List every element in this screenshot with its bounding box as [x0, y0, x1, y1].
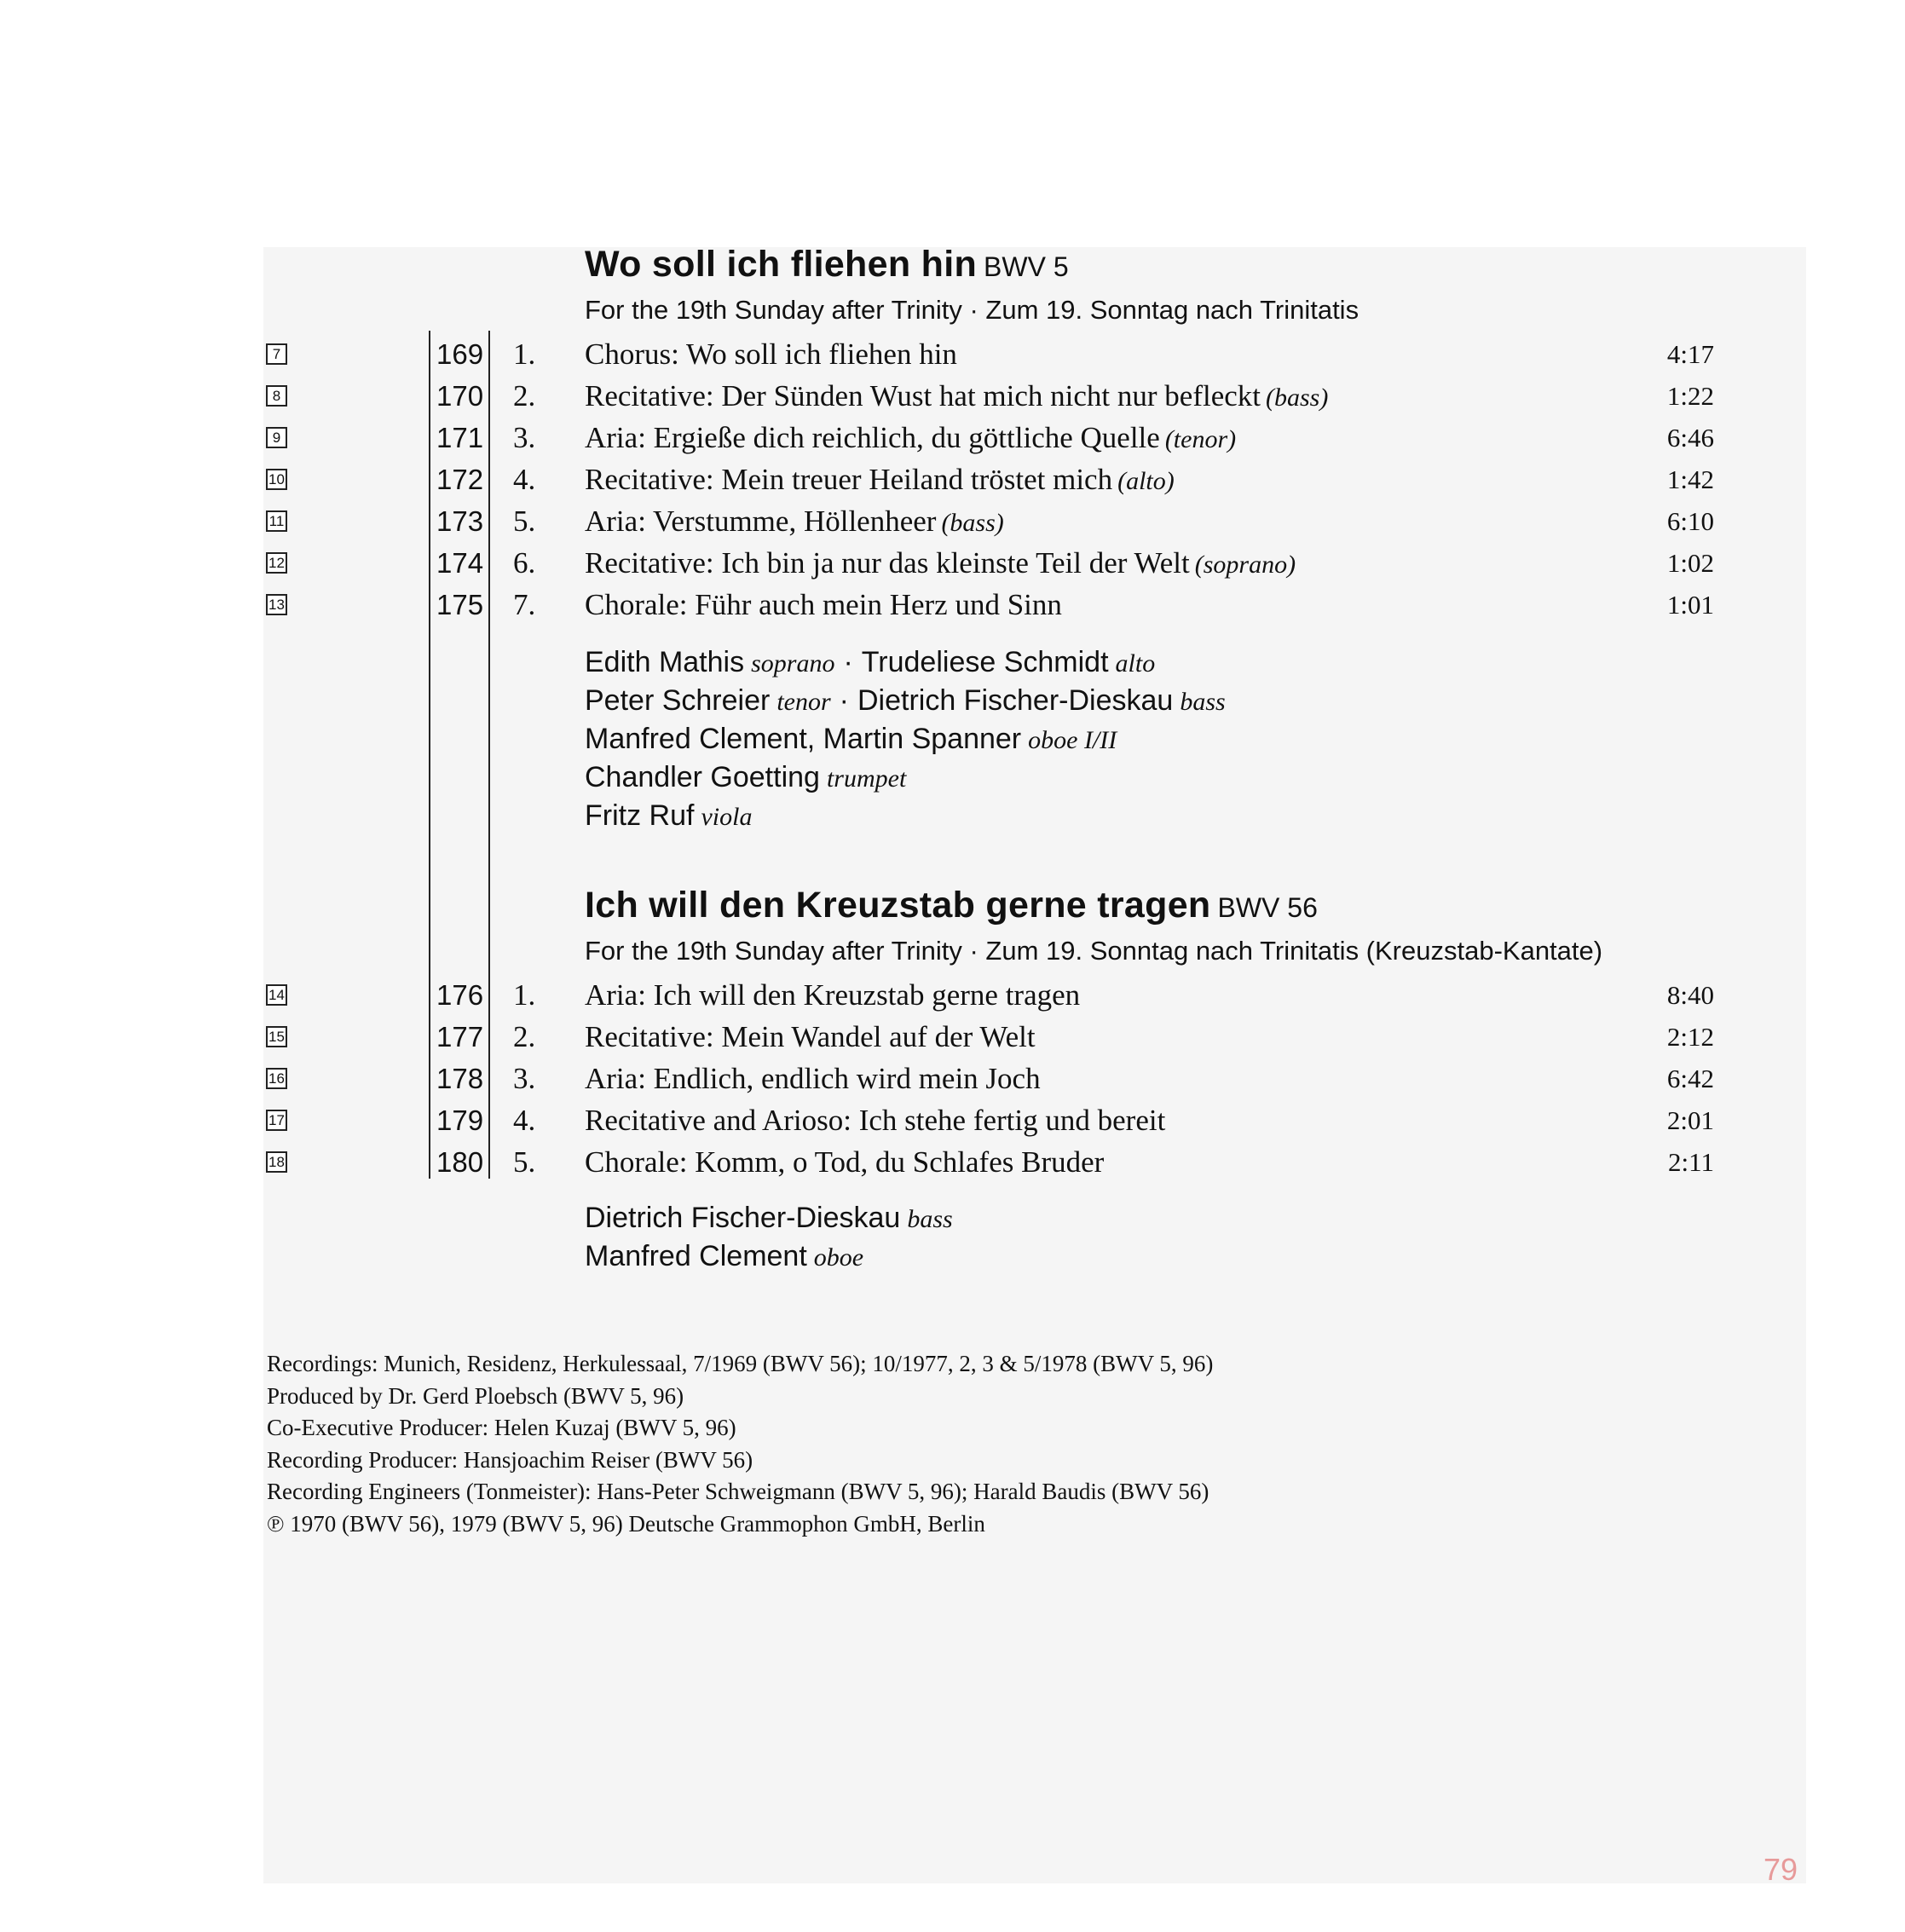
cantata-2-bwv: BWV 56	[1217, 892, 1318, 923]
cd-index: 180	[436, 1146, 484, 1178]
performer-line: Manfred Clement oboe	[585, 1240, 864, 1272]
track-number-box: 9	[266, 427, 287, 448]
duration: 2:11	[1668, 1147, 1714, 1177]
track-row	[0, 588, 1905, 630]
movement-number: 3.	[513, 421, 536, 454]
duration: 1:22	[1666, 381, 1714, 411]
duration: 1:01	[1666, 590, 1714, 620]
duration: 1:42	[1666, 464, 1714, 494]
duration: 6:46	[1666, 423, 1714, 453]
performer-line: Edith Mathis soprano · Trudeliese Schmidt alto	[585, 646, 1156, 678]
track-row	[0, 505, 1905, 546]
track-row	[0, 1020, 1905, 1062]
performer-line: Manfred Clement, Martin Spanner oboe I/II	[585, 723, 1117, 755]
movement-number: 5.	[513, 505, 536, 538]
track-number-box: 11	[266, 510, 287, 532]
cd-index: 176	[436, 979, 484, 1011]
cd-index: 170	[436, 380, 484, 412]
cd-index: 178	[436, 1063, 484, 1094]
duration: 6:10	[1666, 506, 1714, 536]
duration: 8:40	[1666, 980, 1714, 1010]
duration: 6:42	[1666, 1064, 1714, 1093]
track-number-box: 18	[266, 1151, 287, 1173]
performer-line: Peter Schreier tenor · Dietrich Fischer-Dieskau bass	[585, 684, 1226, 717]
movement-number: 6.	[513, 546, 536, 580]
track-number-box: 15	[266, 1026, 287, 1047]
movement-title: Aria: Endlich, endlich wird mein Joch	[585, 1062, 1041, 1095]
cd-index: 169	[436, 338, 484, 370]
credit-line: Co-Executive Producer: Helen Kuzaj (BWV 5, 96)	[267, 1415, 736, 1440]
cantata-1-subtitle: For the 19th Sunday after Trinity · Zum 19. Sonntag nach Trinitatis	[585, 295, 1359, 325]
track-row	[0, 546, 1905, 588]
track-number-box: 7	[266, 343, 287, 365]
movement-number: 4.	[513, 463, 536, 496]
cd-index: 173	[436, 505, 484, 537]
movement-title: Aria: Verstumme, Höllenheer (bass)	[585, 505, 1004, 538]
credit-line: Recording Producer: Hansjoachim Reiser (BWV 56)	[267, 1446, 753, 1473]
duration: 1:02	[1666, 548, 1714, 578]
performer-line: Chandler Goetting trumpet	[585, 761, 907, 793]
movement-number: 5.	[513, 1145, 536, 1179]
cd-index: 172	[436, 464, 484, 495]
movement-number: 3.	[513, 1062, 536, 1095]
movement-number: 4.	[513, 1104, 536, 1137]
movement-number: 1.	[513, 978, 536, 1012]
movement-title: Chorale: Komm, o Tod, du Schlafes Bruder	[585, 1145, 1105, 1179]
cantata-1-bwv: BWV 5	[984, 251, 1069, 282]
performer-line: Fritz Ruf viola	[585, 799, 753, 832]
movement-title: Recitative: Mein treuer Heiland tröstet mich (alto)	[585, 463, 1175, 496]
track-row	[0, 421, 1905, 463]
cantata-1-title: Wo soll ich fliehen hin	[585, 244, 978, 285]
column-rule-left	[429, 331, 430, 1179]
track-number-box: 16	[266, 1068, 287, 1089]
cd-index: 177	[436, 1021, 484, 1053]
movement-title: Aria: Ich will den Kreuzstab gerne tragen	[585, 978, 1081, 1012]
performer-line: Dietrich Fischer-Dieskau bass	[585, 1202, 953, 1234]
cantata-1-heading	[585, 244, 1069, 285]
track-row	[0, 337, 1905, 379]
track-row	[0, 463, 1905, 505]
cd-index: 171	[436, 422, 484, 453]
credit-line: ℗ 1970 (BWV 56), 1979 (BWV 5, 96) Deutsche Grammophon GmbH, Berlin	[267, 1510, 985, 1537]
credit-line: Recording Engineers (Tonmeister): Hans-Peter Schweigmann (BWV 5, 96); Harald Baudis (BWV 56)	[267, 1479, 1209, 1504]
movement-number: 2.	[513, 1020, 536, 1053]
track-number-box: 10	[266, 469, 287, 490]
credit-line: Recordings: Munich, Residenz, Herkulessaal, 7/1969 (BWV 56); 10/1977, 2, 3 & 5/1978 (BWV 5, 96)	[267, 1351, 1214, 1376]
recording-credits	[267, 1348, 1213, 1540]
duration: 2:01	[1666, 1105, 1714, 1135]
column-rule-right	[488, 331, 490, 1179]
track-number-box: 13	[266, 594, 287, 615]
credit-line: Produced by Dr. Gerd Ploebsch (BWV 5, 96)	[267, 1382, 684, 1409]
track-row	[0, 1104, 1905, 1145]
movement-title: Recitative and Arioso: Ich stehe fertig und bereit	[585, 1104, 1166, 1137]
cd-index: 174	[436, 547, 484, 579]
track-row	[0, 1145, 1905, 1187]
track-row	[0, 978, 1905, 1020]
cd-index: 179	[436, 1104, 484, 1136]
track-number-box: 8	[266, 385, 287, 407]
movement-number: 7.	[513, 588, 536, 621]
track-number-box: 17	[266, 1110, 287, 1131]
duration: 4:17	[1666, 339, 1714, 369]
track-row	[0, 1062, 1905, 1104]
track-number-box: 14	[266, 984, 287, 1006]
duration: 2:12	[1666, 1022, 1714, 1052]
cantata-2-subtitle: For the 19th Sunday after Trinity · Zum 19. Sonntag nach Trinitatis (Kreuzstab-Kantate)	[585, 936, 1603, 966]
movement-title: Recitative: Der Sünden Wust hat mich nicht nur befleckt (bass)	[585, 379, 1329, 412]
movement-title: Chorus: Wo soll ich fliehen hin	[585, 337, 957, 371]
cd-index: 175	[436, 589, 484, 620]
movement-title: Chorale: Führ auch mein Herz und Sinn	[585, 588, 1062, 621]
movement-title: Aria: Ergieße dich reichlich, du göttliche Quelle (tenor)	[585, 421, 1237, 454]
cantata-2-heading	[585, 885, 1318, 926]
page-number: 79	[1764, 1852, 1798, 1887]
movement-title: Recitative: Ich bin ja nur das kleinste Teil der Welt (soprano)	[585, 546, 1296, 580]
track-row	[0, 379, 1905, 421]
track-number-box: 12	[266, 552, 287, 574]
movement-number: 2.	[513, 379, 536, 412]
movement-number: 1.	[513, 337, 536, 371]
movement-title: Recitative: Mein Wandel auf der Welt	[585, 1020, 1036, 1053]
cantata-2-title: Ich will den Kreuzstab gerne tragen	[585, 885, 1211, 926]
